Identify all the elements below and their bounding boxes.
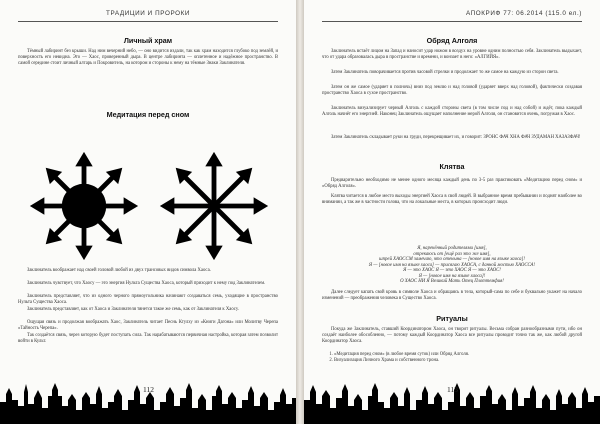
chaos-star-arrows-symbol <box>156 148 272 264</box>
paragraph-meditation-2: Заклинатель чувствует, что Хаосу — это энергия Нульта Существа Хаоса, который приходит к нему под Заклинателем. <box>27 281 266 286</box>
heading-personal-temple: Личный храм <box>123 36 173 45</box>
paragraph-algol-1: Заклинатель встаёт лицом на Запад и наносит удар ножом в воздух на уровне одним полностью себя. Заклинатель выдыхает, что от удара образовалась дыра в пространстве и времени, и вонзает в него: «АЛГИЙЯ». <box>322 49 582 60</box>
oath-line: Я, нарекённый родителями [имя], <box>417 246 487 251</box>
paragraph-temple: Тёмный лабиринт без крыши. Над ним вечерний небо, — оно видится издали, так как храм находится глубоко под землёй, и поверхность его невидна. Это — Хаос, проверенный дыра. В центре лабиринта — оплетенное и надёжное пространство. В самой середине стоит личный алтарь и Покровитель, на котором и стороны к нему на тёмные Знаки Заклинателя. <box>18 49 278 66</box>
heading-meditation: Медитация перед сном <box>106 110 190 119</box>
oath-line: шпрей ХАОССМ замечаю, что отенына — [новое имя на языке хаоса]! <box>379 257 525 262</box>
book-gutter <box>296 0 304 424</box>
heading-oath: Клятва <box>439 162 465 171</box>
running-header-left: ТРАДИЦИИ И ПРОРОКИ <box>18 9 278 22</box>
paragraph-meditation-1: Заклинатель воображает над своей головой любой из двух трансовых видов символа Хаоса. <box>27 268 211 273</box>
left-page <box>0 0 296 424</box>
paragraph-oath-2: Клятва читается в любое место выходы энергией Хаоса в свой людей. В выбранное время пребывании и поднят наиболее во внимании, а так же в частности голова, что на локальные места, в которых происходит люди. <box>322 194 582 205</box>
paragraph-oath-1: Предварительно необходимо не менее одного месяца каждый день по 3-5 раз практиковать «Медитацию перед сном» и «Обряд Алголя». <box>322 178 582 189</box>
chaos-star-solid-symbol <box>26 148 142 264</box>
oath-line: Я — [новое имя на языке хаоса]! <box>418 273 486 279</box>
right-page <box>304 0 600 424</box>
paragraph-oath-3: Далее следует капать свой кровь в символе Хаоса и обращаясь в тела, который-сама по себе и буквально укажет на начало изменений — преображения человека в Существо Хаоса. <box>322 290 582 301</box>
paragraph-rituals: Покуда же Заклинатель, ставший Координатором Хаоса, он творит ритуалы. Весьма собран разнообразными пути, ибо он создаёт наиболее обособленно, — потому каждый Координатор Хаоса все ритуалы проводит точно так же, как любой другой Координатор Хаоса. <box>322 327 582 344</box>
oath-line: О ХАОС НИ Я Великий Мать Отец Плоттемфия! <box>400 279 504 284</box>
paragraph-algol-5: Затем Заклинатель складывает руки на груди, перекрещивает их, и говорит: ЗРОНС ФАЧ ХНА ФАЧ ЗУДАМАН ХАЗАЗФАЧ! <box>331 135 581 140</box>
heading-rituals: Ритуалы <box>436 314 468 323</box>
ritual-list <box>322 352 582 364</box>
running-header-right: АПОКРИФ 77: 06.2014 (115.0 ел.) <box>322 9 582 22</box>
paragraph-algol-2: Затем Заклинатель поворачивается против часовой стрелки и продолжает то же самое на каждую из сторон света. <box>331 70 559 75</box>
paragraph-algol-4: Заклинатель визуализирует черный Алголь с каждой стороны света (в том числе под и над собой) и ждёт, пока каждый Алголь начнёт его энергией. Наконец Заклинатель ощущает наполнение мерой Алголя, он становится очень, погружая в Хаос. <box>322 106 582 117</box>
paragraph-meditation-3: Заклинатель представляет, что из одного черного прямоугольника начинают создаваться семь, уходящие в пространство Нульта Существа Хаоса. <box>18 294 278 305</box>
paragraph-meditation-5: Ощущая связь и продолжая воображать Хаос, Заклинатель читает Песнь Ктулху из «Книги Дагона» или Молитву Черепа «Тайность Черепа». <box>18 320 278 331</box>
page-number-right: 113 <box>447 385 458 394</box>
oath-text <box>334 246 570 285</box>
oath-line: отрекаюсь от [ещё раз это же имя], <box>413 251 491 257</box>
list-item: 2. Визуализация Личного Храма и собственного трона. <box>334 358 582 364</box>
paragraph-meditation-6: Так создаётся связь, через которую будет поступать сила. Так нарабатываются первичная настройка, которая затем позволит войти в Культ. <box>18 333 278 344</box>
paragraph-meditation-4: Заклинатель представляет, как от Хаоса и Заклинателя тянется такое же семь, как от Заклинателя к Хаосу. <box>27 307 239 312</box>
list-item: 1. «Медитация перед сном» (в любое время суток) или Обряд Алголя. <box>334 352 582 358</box>
heading-algol-rite: Обряд Алголя <box>426 36 478 45</box>
oath-line: Я — [новое имя на языке хаоса] — присягаю ХАОСА, с данной мостью ХАОССА! <box>368 262 536 268</box>
page-number-left: 112 <box>143 385 154 394</box>
oath-line: Я — это ХАОС Я — это ХАОС Я — это ХАОС! <box>403 268 501 273</box>
paragraph-algol-3: Затем он же самое (ударяет в полночь) вниз под землю и над головой (ударяет вверх над головой), фактически создавая пространство Хаоса в сухое пространство. <box>322 85 582 96</box>
